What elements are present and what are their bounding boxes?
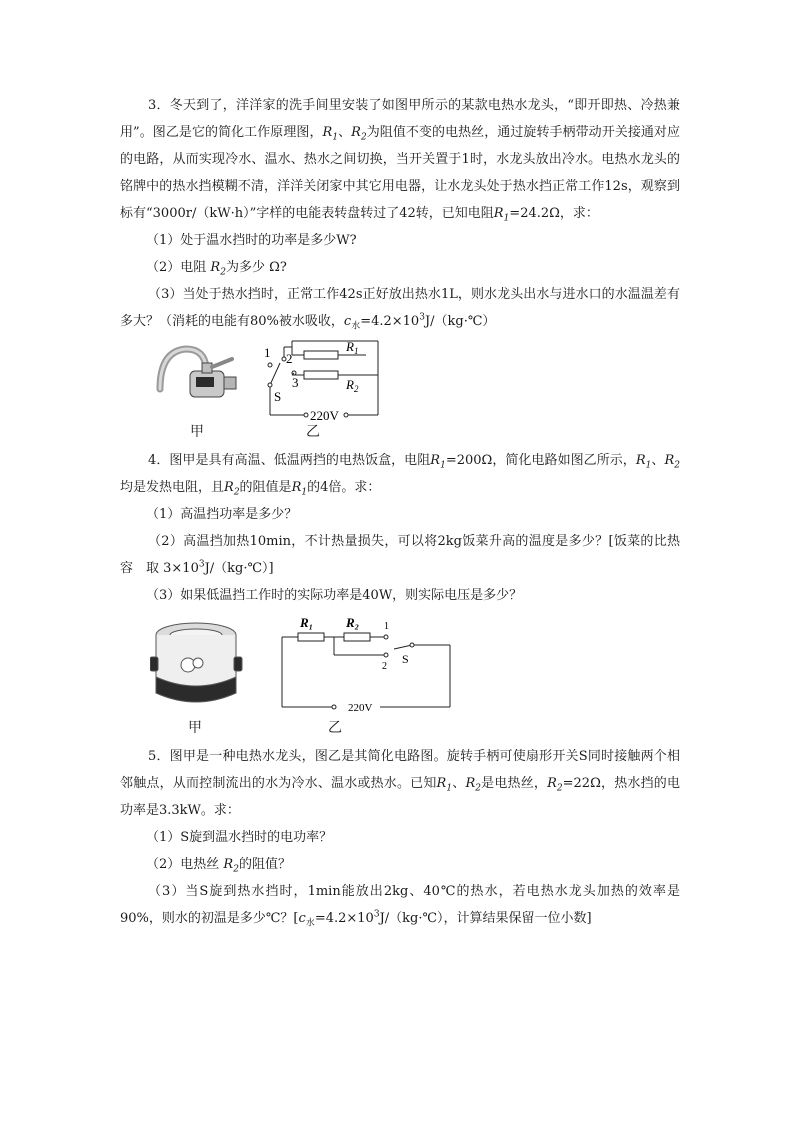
problem-5-q1: （1）S旋到温水挡时的电功率？ — [146, 830, 333, 845]
r2-label: $R_2$ — [346, 377, 359, 394]
terminal-1-label: 1 — [264, 345, 271, 360]
terminal-3-label: 3 — [292, 375, 299, 390]
switch-label: S — [402, 652, 409, 666]
figure-caption-yi: 乙 — [328, 720, 342, 736]
problem-4-stem: 4．图甲是具有高温、低温两挡的电热饭盒，电阻$R_1=200\Omega$，简化电路如图乙所示，$R_1$、$R_2$均是发热电阻，且$R_2$的阻值是$R_1$的4倍。求： — [120, 453, 680, 498]
problem-5 — [120, 743, 680, 932]
problem-4-q1: （1）高温挡功率是多少？ — [146, 507, 298, 522]
problem-4-q3: （3）如果低温挡工作时的实际功率是40W，则实际电压是多少？ — [146, 588, 523, 603]
terminal-2-label: 2 — [382, 661, 387, 672]
problem-3-q2: （2）电阻 $R_2$为多少 Ω? — [146, 260, 287, 278]
switch-label: S — [274, 389, 282, 404]
faucet-illustration — [160, 349, 236, 397]
figure-caption-jia: 甲 — [188, 720, 202, 736]
problem-3-figure — [120, 337, 680, 443]
r2-label: R₂ — [346, 615, 360, 630]
figure-caption-jia: 甲 — [190, 424, 204, 440]
problem-3-figure-drawing — [146, 337, 396, 443]
circuit-diagram-4 — [282, 633, 450, 709]
problem-5-q3: （3）当S旋到热水挡时，1min能放出2kg、40℃的热水，若电热水龙头加热的效率是90%，则水的初温是多少℃？[$c_水=4.2\times 10^3J/(kg\cdot℃)$，计算结果保留一位小数] — [120, 884, 680, 929]
voltage-label: 220V — [348, 702, 373, 714]
problem-5-stem: 5．图甲是一种电热水龙头，图乙是其简化电路图。旋转手柄可使扇形开关S同时接触两个相邻触点，从而控制流出的水为冷水、温水或热水。已知$R_1$、$R_2$是电热丝，$R_2=22\Omega$，热水挡的电功率是3.3kW。求： — [120, 749, 680, 818]
terminal-2-label: 2 — [286, 351, 293, 366]
figure-caption-yi: 乙 — [306, 424, 320, 440]
r1-label: $R_1$ — [346, 339, 359, 356]
problem-4-figure — [120, 613, 680, 739]
r1-label: R₁ — [300, 615, 314, 630]
circuit-diagram-3 — [268, 341, 378, 415]
lunch-box-illustration — [150, 623, 242, 702]
problem-3-stem: 3．冬天到了，洋洋家的洗手间里安装了如图甲所示的某款电热水龙头，“即开即热、冷热兼用”。图乙是它的简化工作原理图，$R_1$、$R_2$为阻值不变的电热丝，通过旋转手柄带动开关接通对应的电路，从而实现冷水、温水、热水之间切换，当开关置于1时，水龙头放出冷水。电热水龙头的铭牌中的热水挡模糊不清，洋洋关闭家中其它用电器，让水龙头处于热水挡正常工作12s，观察到标有“3000r/（kW·h）”字样的电能表转盘转过了42转，已知电阻$R_1=24.2\Omega$，求： — [120, 98, 680, 224]
problem-5-q2: （2）电热丝 $R_2$的阻值？ — [146, 857, 291, 875]
terminal-1-label: 1 — [384, 621, 389, 632]
problem-3 — [120, 92, 680, 443]
problem-3-q3: （3）当处于热水挡时，正常工作42s正好放出热水1L，则水龙头出水与进水口的水温温差有多大？（消耗的电能有80%被水吸收，$c_水=4.2\times 10^3J/(kg\cdot℃)$ — [120, 287, 680, 332]
problem-4-q2: （2）高温挡加热10min，不计热量损失，可以将2kg饭菜升高的温度是多少？[饭菜的比热容 取 $3\times 10^3J/(kg\cdot℃)$] — [120, 534, 680, 576]
problem-3-q1: （1）处于温水挡时的功率是多少W? — [146, 233, 357, 248]
worksheet-page — [120, 92, 680, 932]
problem-4 — [120, 447, 680, 739]
voltage-label: 220V — [310, 408, 339, 423]
